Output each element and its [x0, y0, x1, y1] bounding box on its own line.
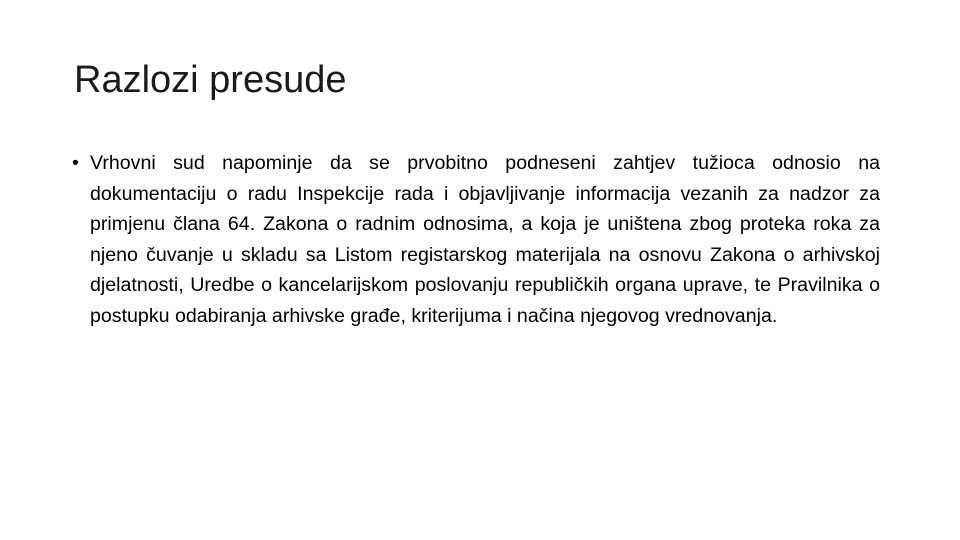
bullet-item [72, 148, 880, 331]
bullet-marker: • [72, 152, 79, 174]
bullet-list [72, 148, 880, 331]
slide-title: Razlozi presude [74, 59, 347, 101]
bullet-text: Vrhovni sud napominje da se prvobitno podneseni zahtjev tužioca odnosio na dokumentaciju o radu Inspekcije rada i objavljivanje informacija vezanih za nadzor za primjenu člana 64. Zakona o radnim odnosima, a koja je uništena zbog proteka roka za njeno čuvanje u skladu sa Listom registarskog materijala na osnovu Zakona o arhivskoj djelatnosti, Uredbe o kancelarijskom poslovanju republičkih organa uprave, te Pravilnika o postupku odabiranja arhivske građe, kriterijuma i načina njegovog vrednovanja. [90, 152, 880, 327]
